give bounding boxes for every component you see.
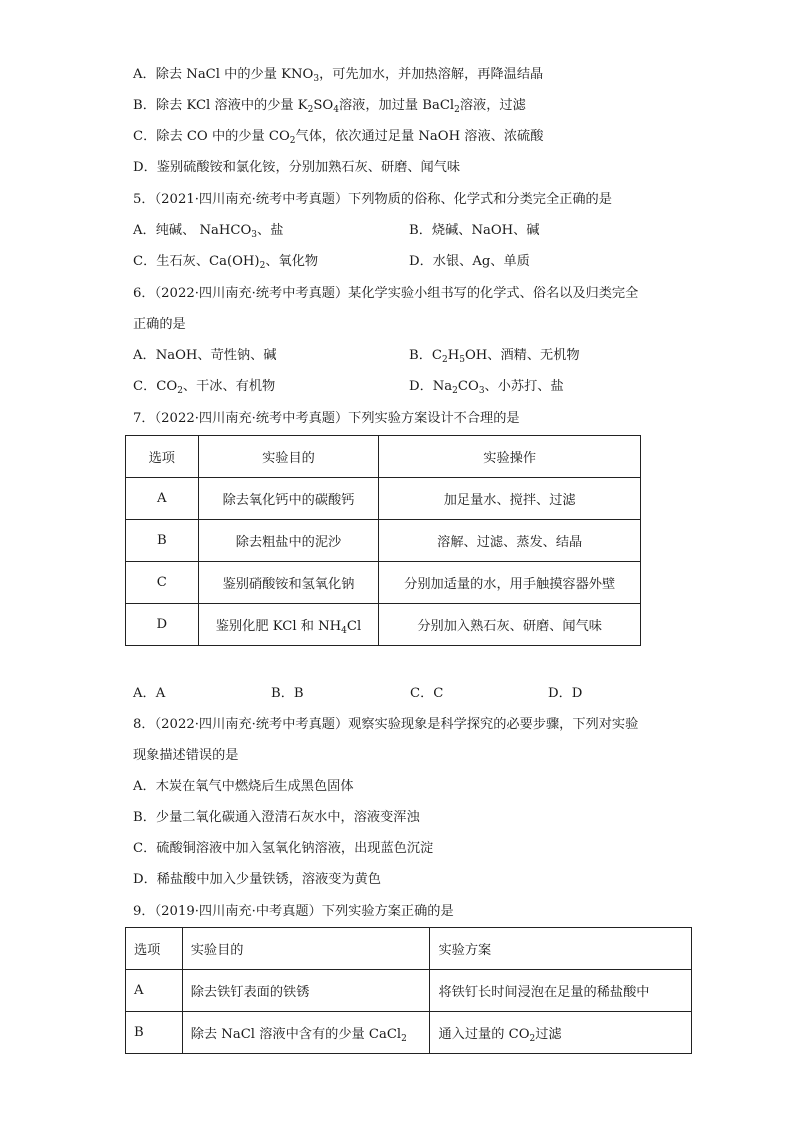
question-5: 5．（2021·四川南充·统考中考真题）下列物质的俗称、化学式和分类完全正确的是 bbox=[133, 192, 612, 207]
table-cell: 除去 NaCl 溶液中含有的少量 CaCl$_2$ bbox=[182, 1012, 430, 1054]
question-9: 9．（2019·四川南充·中考真题）下列实验方案正确的是 bbox=[133, 904, 454, 919]
option-4c: C．除去 CO 中的少量 $CO_2$气体，依次通过足量 NaOH 溶液、浓硫酸 bbox=[133, 129, 544, 146]
option-7b: B．B bbox=[271, 686, 304, 701]
table-header-cell: 选项 bbox=[126, 928, 183, 970]
table-cell: A bbox=[126, 970, 183, 1012]
table-cell: 除去铁钉表面的铁锈 bbox=[182, 970, 430, 1012]
question-8: 8．（2022·四川南充·统考中考真题）观察实验现象是科学探究的必要步骤，下列对实验 bbox=[133, 717, 639, 732]
table-cell: 溶解、过滤、蒸发、结晶 bbox=[379, 520, 641, 562]
option-5b: B．烧碱、NaOH、碱 bbox=[409, 223, 540, 238]
table-header-cell: 实验操作 bbox=[379, 436, 641, 478]
table-header-cell: 选项 bbox=[126, 436, 199, 478]
table-q9 bbox=[125, 927, 692, 1054]
option-8c: C．硫酸铜溶液中加入氢氧化钠溶液，出现蓝色沉淀 bbox=[133, 841, 434, 856]
question-6: 6．（2022·四川南充·统考中考真题）某化学实验小组书写的化学式、俗名以及归类完全 bbox=[133, 286, 639, 301]
option-7c: C．C bbox=[410, 686, 444, 701]
option-6a: A．NaOH、苛性钠、碱 bbox=[133, 348, 277, 363]
table-cell: 将铁钉长时间浸泡在足量的稀盐酸中 bbox=[430, 970, 692, 1012]
table-cell: B bbox=[126, 520, 199, 562]
option-8d: D．稀盐酸中加入少量铁锈，溶液变为黄色 bbox=[133, 872, 381, 887]
table-header-row bbox=[126, 436, 641, 478]
question-6-cont: 正确的是 bbox=[133, 317, 186, 332]
table-header-cell: 实验目的 bbox=[182, 928, 430, 970]
table-cell: B bbox=[126, 1012, 183, 1054]
table-row bbox=[126, 520, 641, 562]
table-cell: 鉴别硝酸铵和氢氧化钠 bbox=[198, 562, 379, 604]
table-header-cell: 实验方案 bbox=[430, 928, 692, 970]
table-row bbox=[126, 970, 692, 1012]
option-6c: C．$CO_2$、干冰、有机物 bbox=[133, 379, 276, 396]
table-cell: 通入过量的 $CO_2$过滤 bbox=[430, 1012, 692, 1054]
table-cell: 加足量水、搅拌、过滤 bbox=[379, 478, 641, 520]
option-4b: B．除去 KCl 溶液中的少量 $K_2SO_4$溶液，加过量 BaCl$_2$溶液，过滤 bbox=[133, 98, 526, 115]
table-row bbox=[126, 562, 641, 604]
option-5d: D．水银、Ag、单质 bbox=[409, 254, 530, 269]
table-header-row bbox=[126, 928, 692, 970]
table-cell: 除去粗盐中的泥沙 bbox=[198, 520, 379, 562]
table-cell: 鉴别化肥 KCl 和 $NH_4Cl$ bbox=[198, 604, 379, 646]
option-6d: D．$Na_2CO_3$、小苏打、盐 bbox=[409, 379, 564, 396]
table-header-cell: 实验目的 bbox=[198, 436, 379, 478]
table-cell: 分别加入熟石灰、研磨、闻气味 bbox=[379, 604, 641, 646]
question-8-cont: 现象描述错误的是 bbox=[133, 748, 239, 763]
table-cell: 除去氧化钙中的碳酸钙 bbox=[198, 478, 379, 520]
option-7a: A．A bbox=[133, 686, 166, 701]
option-4d: D．鉴别硫酸铵和氯化铵，分别加熟石灰、研磨、闻气味 bbox=[133, 160, 461, 175]
table-row bbox=[126, 604, 641, 646]
option-8a: A．木炭在氧气中燃烧后生成黑色固体 bbox=[133, 779, 354, 794]
table-cell: D bbox=[126, 604, 199, 646]
table-cell: A bbox=[126, 478, 199, 520]
table-cell: C bbox=[126, 562, 199, 604]
option-4a: A．除去 NaCl 中的少量 $KNO_3$，可先加水，并加热溶解，再降温结晶 bbox=[133, 67, 544, 84]
table-row bbox=[126, 1012, 692, 1054]
table-row bbox=[126, 478, 641, 520]
question-7: 7．（2022·四川南充·统考中考真题）下列实验方案设计不合理的是 bbox=[133, 411, 520, 426]
option-8b: B．少量二氧化碳通入澄清石灰水中，溶液变浑浊 bbox=[133, 810, 420, 825]
table-cell: 分别加适量的水，用手触摸容器外壁 bbox=[379, 562, 641, 604]
table-q7 bbox=[125, 435, 641, 646]
option-7d: D．D bbox=[548, 686, 583, 701]
option-6b: B．$C_2H_5OH$、酒精、无机物 bbox=[409, 348, 580, 365]
option-5a: A．纯碱、 NaHCO$_3$、盐 bbox=[133, 223, 284, 240]
option-5c: C．生石灰、$Ca(OH)_2$、氧化物 bbox=[133, 254, 319, 271]
